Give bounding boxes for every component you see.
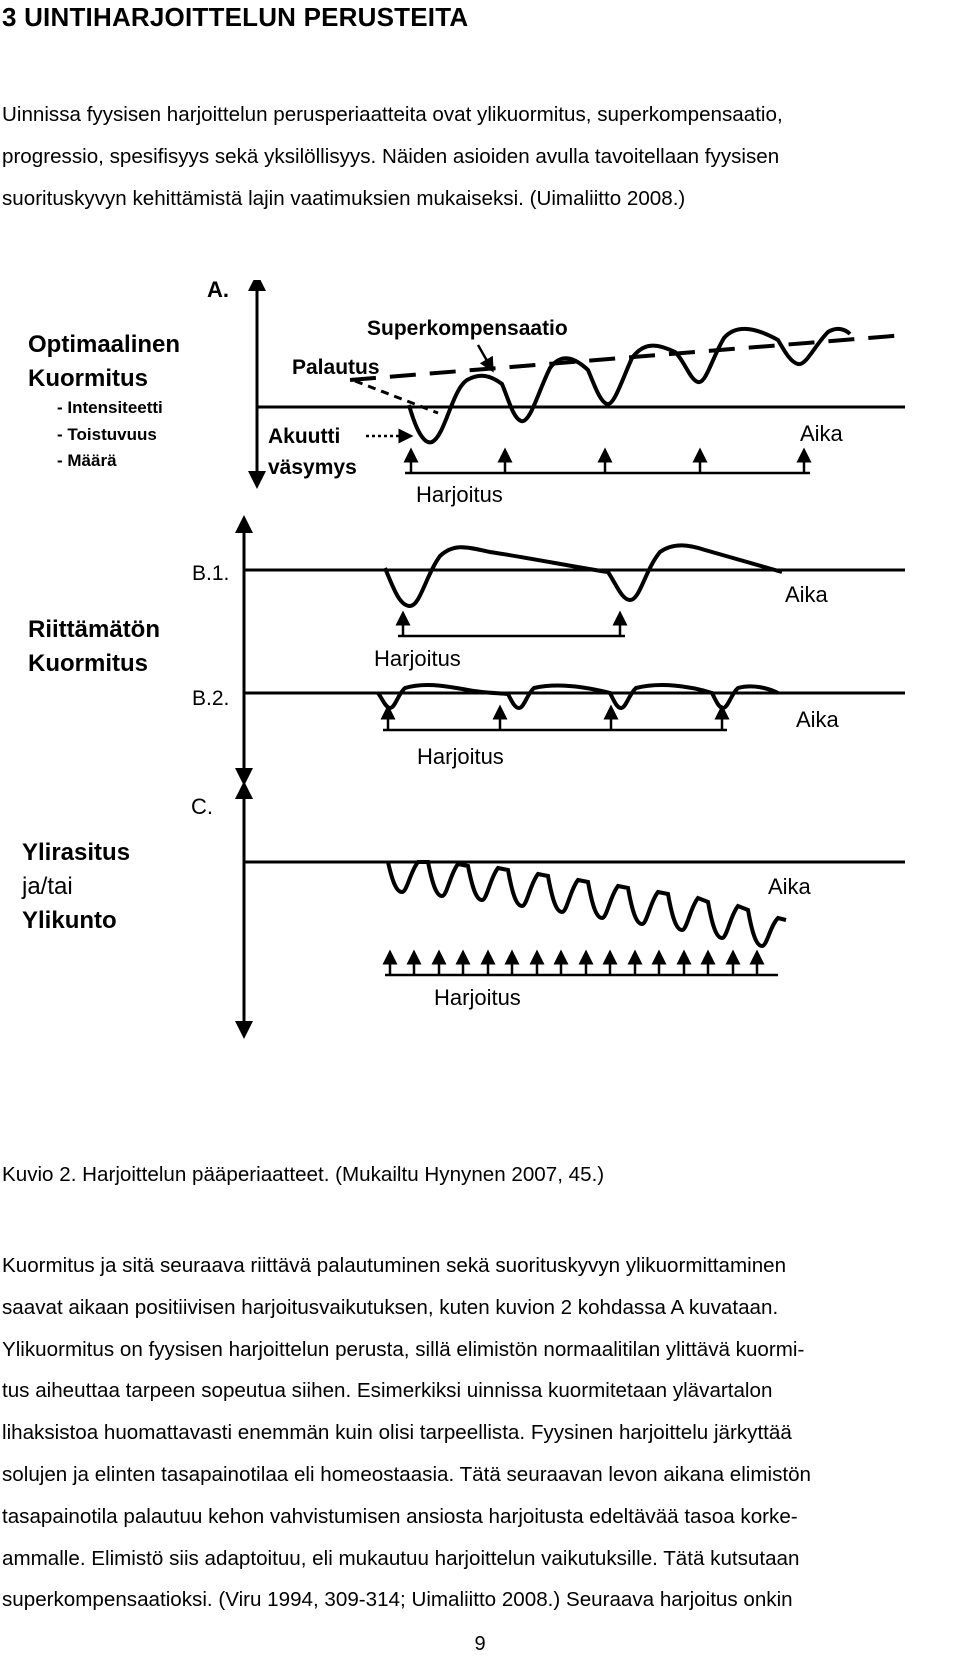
body-paragraph	[2, 1245, 958, 1621]
body-line: tasapainotila palautuu kehon vahvistumisen ansiosta harjoitusta edeltävää tasoa korke-	[2, 1504, 798, 1528]
panel-a-bullet: - Intensiteetti	[57, 398, 163, 417]
panel-b-title: Riittämätön	[28, 616, 160, 643]
panel-a-title: Optimaalinen	[28, 331, 181, 358]
panel-c-aika-label: Aika	[768, 874, 811, 899]
body-line: lihaksistoa huomattavasti enemmän kuin olisi tarpeellista. Fyysinen harjoittelu järkyttää	[2, 1421, 792, 1445]
superkompensaatio-pointer	[478, 345, 490, 366]
panel-c-training-arrows	[390, 957, 757, 975]
panel-b1-training-arrows	[403, 618, 620, 636]
figure-caption: Kuvio 2. Harjoittelun pääperiaatteet. (Mukailtu Hynynen 2007, 45.)	[2, 1163, 605, 1186]
intro-paragraph	[2, 94, 958, 219]
panel-b2-harjoitus-label: Harjoitus	[417, 744, 504, 769]
panel-c-title: Ylikunto	[22, 907, 117, 934]
label-akuutti: väsymys	[268, 456, 357, 479]
panel-c-harjoitus-label: Harjoitus	[434, 985, 521, 1010]
panel-b1-curve	[385, 545, 782, 606]
intro-line: Uinnissa fyysisen harjoittelun perusperiaatteita ovat ylikuormitus, superkompensaatio,	[2, 103, 783, 126]
label-palautus: Palautus	[292, 356, 380, 379]
panel-b	[28, 524, 905, 777]
panel-a-aika-label: Aika	[800, 421, 843, 446]
panel-a-title: Kuormitus	[28, 365, 148, 392]
intro-line: suorituskyvyn kehittämistä lajin vaatimuksien mukaiseksi. (Uimaliitto 2008.)	[2, 186, 686, 210]
page-number: 9	[474, 1633, 486, 1655]
panel-c-title: Ylirasitus	[22, 839, 131, 866]
body-line: ammalle. Elimistö siis adaptoituu, eli mukautuu harjoittelun vaikutuksille. Tätä kutsutaan	[2, 1546, 800, 1570]
training-principles-figure	[0, 280, 960, 1060]
body-line: Ylikuormitus on fyysisen harjoittelun perusta, sillä elimistön normaalitilan ylittävä kuormi-	[2, 1337, 805, 1361]
label-akuutti: Akuutti	[268, 425, 341, 448]
label-superkompensaatio: Superkompensaatio	[367, 317, 568, 340]
body-line: saavat aikaan positiivisen harjoitusvaikutuksen, kuten kuvion 2 kohdassa A kuvataan.	[2, 1295, 779, 1319]
panel-a-supercompensation-curve	[409, 329, 850, 442]
page-heading: 3 UINTIHARJOITTELUN PERUSTEITA	[2, 2, 469, 32]
body-line: Kuormitus ja sitä seuraava riittävä palautuminen sekä suorituskyvyn ylikuormittaminen	[2, 1254, 787, 1277]
panel-c-declining-curve	[388, 862, 786, 946]
panel-c-title: ja/tai	[22, 873, 73, 900]
panel-b1-letter: B.1.	[192, 562, 230, 585]
panel-a-bullet: - Määrä	[57, 451, 117, 470]
body-line: solujen ja elinten tasapainotilaa eli homeostaasia. Tätä seuraavan levon aikana elimistön	[2, 1462, 812, 1486]
body-line: superkompensaatioksi. (Viru 1994, 309-314; Uimaliitto 2008.) Seuraava harjoitus onkin	[2, 1588, 793, 1612]
panel-a-training-arrows	[411, 455, 804, 473]
panel-a-bullet: - Toistuvuus	[57, 425, 157, 444]
panel-a	[28, 280, 905, 507]
body-line: tus aiheuttaa tarpeen sopeutua siihen. Esimerkiksi uinnissa kuormitetaan ylävartalon	[2, 1379, 773, 1403]
panel-a-harjoitus-label: Harjoitus	[416, 482, 503, 507]
panel-b1-harjoitus-label: Harjoitus	[374, 646, 461, 671]
panel-c	[21, 790, 905, 1030]
panel-c-letter: C.	[191, 794, 213, 819]
panel-b2-training-arrows	[388, 712, 722, 730]
panel-a-letter: A.	[207, 280, 229, 302]
panel-b1-aika-label: Aika	[785, 582, 828, 607]
panel-b2-aika-label: Aika	[796, 707, 839, 732]
panel-b2-letter: B.2.	[192, 687, 230, 710]
panel-b-title: Kuormitus	[28, 650, 148, 677]
intro-line: progressio, spesifisyys sekä yksilöllisyys. Näiden asioiden avulla tavoitellaan fyysisen	[2, 144, 780, 168]
panel-b2-curve	[378, 685, 778, 708]
